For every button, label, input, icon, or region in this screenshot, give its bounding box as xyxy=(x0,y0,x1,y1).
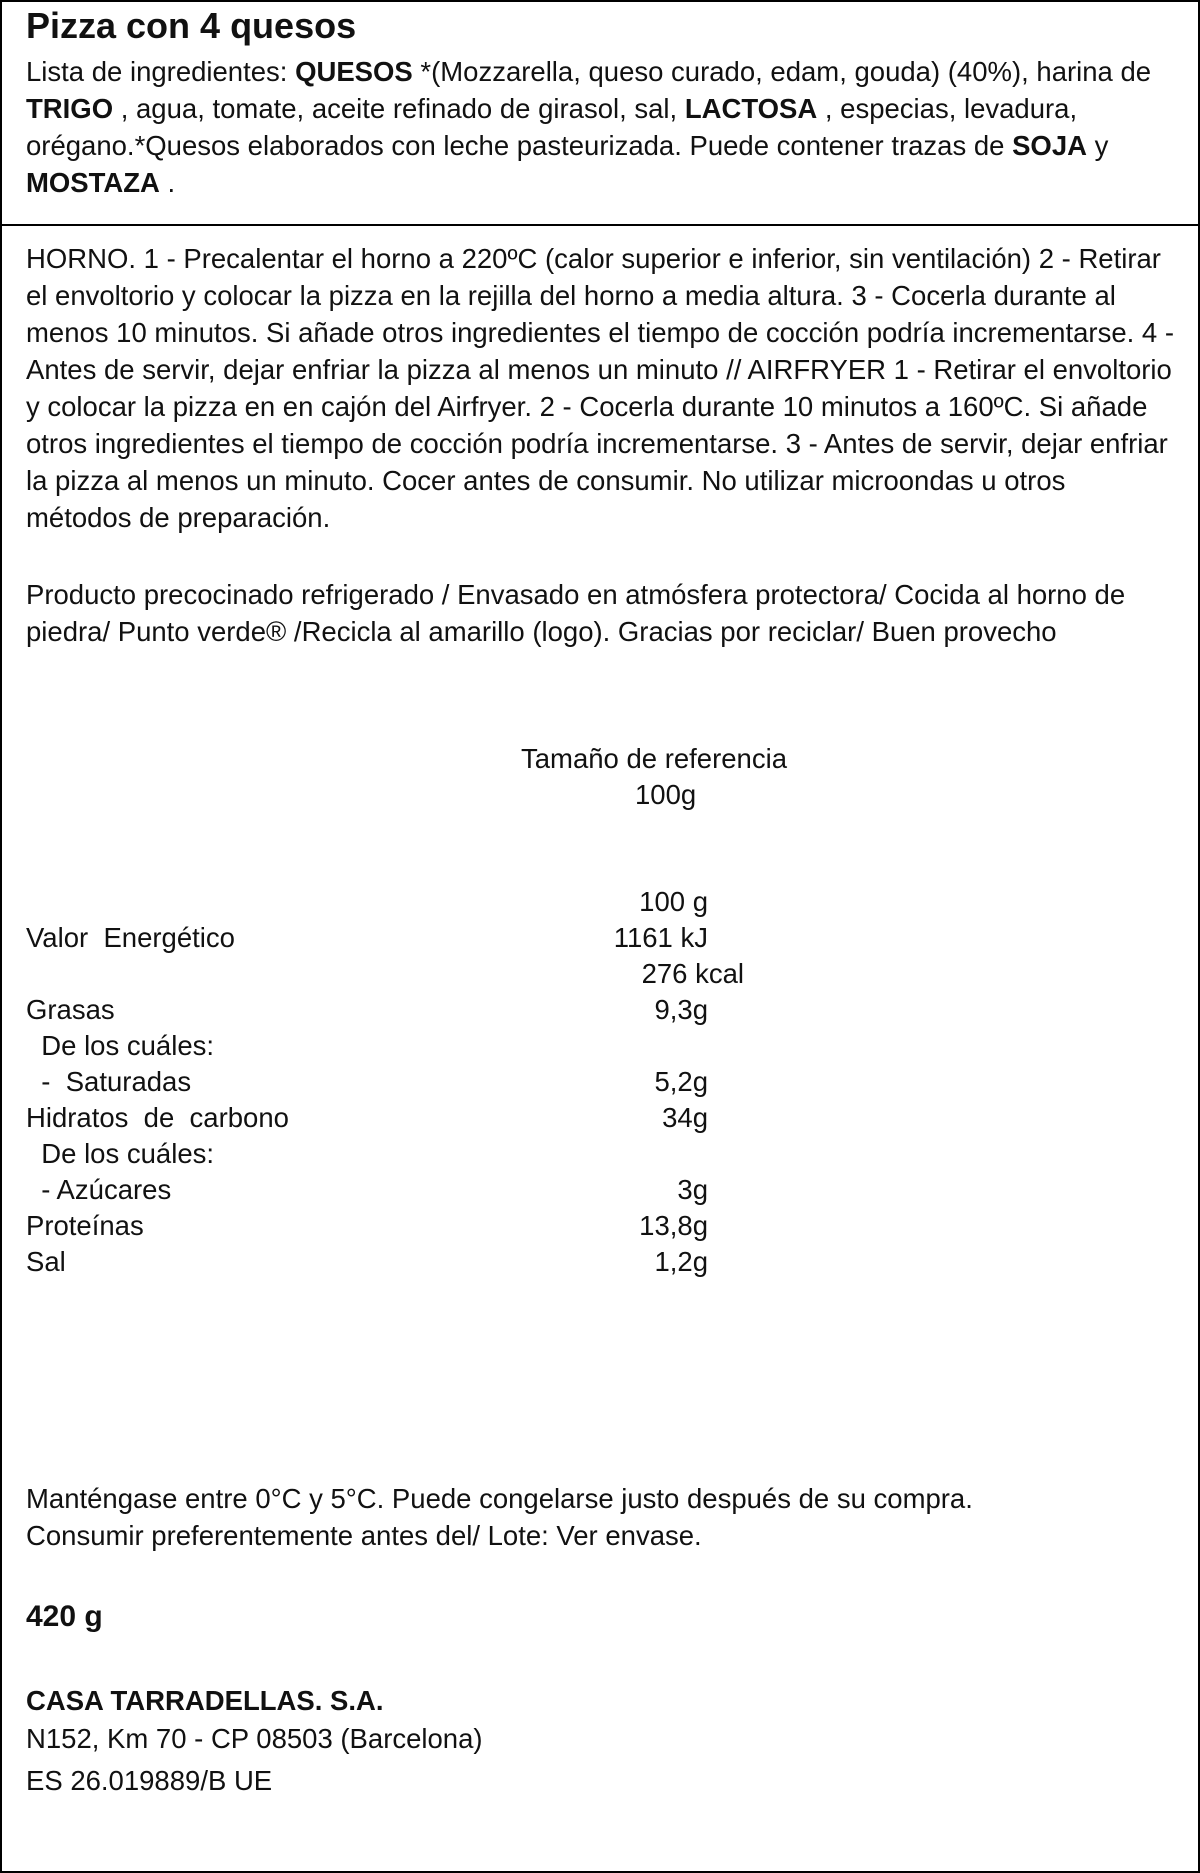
nutrition-label: De los cuáles: xyxy=(26,1138,215,1169)
nutrition-row xyxy=(2,1172,1198,1208)
health-registry-number: ES 26.019889/B UE xyxy=(26,1765,273,1796)
ingredients-list: Lista de ingredientes: QUESOS *(Mozzarella, queso curado, edam, gouda) (40%), harina de TRIGO , agua, tomate, aceite refinado de girasol, sal, LACTOSA , especias, levadura, orégano.*Quesos elaborados con leche pasteurizada. Puede contener trazas de SOJA y MOSTAZA . xyxy=(26,56,1152,198)
nutrition-column-header xyxy=(2,884,1198,920)
nutrition-row xyxy=(2,956,1198,992)
nutrition-label: Grasas xyxy=(26,994,115,1025)
nutrition-label: Hidratos de carbono xyxy=(26,1102,289,1133)
reference-size-value: 100g xyxy=(635,779,697,810)
nutrition-label: Valor Energético xyxy=(26,922,235,953)
product-title: Pizza con 4 quesos xyxy=(26,5,357,46)
nutrition-label: - Saturadas xyxy=(26,1066,192,1097)
company-name: CASA TARRADELLAS. S.A. xyxy=(26,1685,384,1716)
nutrition-row xyxy=(2,920,1198,956)
net-weight: 420 g xyxy=(26,1600,103,1633)
nutrition-value: 1161 kJ xyxy=(613,922,708,953)
nutrition-value: 1,2g xyxy=(654,1246,708,1277)
allergen-soja: SOJA xyxy=(1012,130,1087,161)
storage-instructions: Manténgase entre 0°C y 5°C. Puede congelarse justo después de su compra. xyxy=(26,1483,973,1514)
ingredients-prefix: Lista de ingredientes: xyxy=(26,56,296,87)
reference-size-heading: Tamaño de referencia xyxy=(521,743,787,774)
nutrition-header-value: 100 g xyxy=(639,886,708,917)
nutrition-value: 3g xyxy=(677,1174,708,1205)
nutrition-label: De los cuáles: xyxy=(26,1030,215,1061)
nutrition-row xyxy=(2,1100,1198,1136)
nutrition-value: 13,8g xyxy=(639,1210,708,1241)
section-divider xyxy=(2,224,1198,226)
best-before-note: Consumir preferentemente antes del/ Lote: Ver envase. xyxy=(26,1520,702,1551)
nutrition-label: Proteínas xyxy=(26,1210,144,1241)
nutrition-value: 34g xyxy=(662,1102,708,1133)
nutrition-row xyxy=(2,1064,1198,1100)
allergen-quesos: QUESOS xyxy=(295,56,413,87)
nutrition-row xyxy=(2,1136,1198,1172)
allergen-trigo: TRIGO xyxy=(26,93,114,124)
nutrition-row xyxy=(2,992,1198,1028)
product-info: Producto precocinado refrigerado / Envasado en atmósfera protectora/ Cocida al horno de piedra/ Punto verde® /Recicla al amarillo (logo). Gracias por reciclar/ Buen provecho xyxy=(26,579,1126,647)
nutrition-row xyxy=(2,1244,1198,1280)
nutrition-label: Sal xyxy=(26,1246,66,1277)
company-address: N152, Km 70 - CP 08503 (Barcelona) xyxy=(26,1723,483,1754)
preparation-instructions: HORNO. 1 - Precalentar el horno a 220ºC (calor superior e inferior, sin ventilación) 2 - Retirar el envoltorio y colocar la pizza en la rejilla del horno a media altura. 3 - Cocerla durante al menos 10 minutos. Si añade otros ingredientes el tiempo de cocción podría incrementarse. 4 - Antes de servir, dejar enfriar la pizza al menos un minuto // AIRFRYER 1 - Retirar el envoltorio y colocar la pizza en en cajón del Airfryer. 2 - Cocerla durante 10 minutos a 160ºC. Si añade otros ingredientes el tiempo de cocción podría incrementarse. 3 - Antes de servir, dejar enfriar la pizza al menos un minuto. Cocer antes de consumir. No utilizar microondas u otros métodos de preparación. xyxy=(26,243,1174,533)
nutrition-row xyxy=(2,1208,1198,1244)
allergen-lactosa: LACTOSA xyxy=(684,93,818,124)
nutrition-value: 276 kcal xyxy=(641,958,744,989)
allergen-mostaza: MOSTAZA xyxy=(26,167,160,198)
nutrition-value: 5,2g xyxy=(654,1066,708,1097)
nutrition-label: - Azúcares xyxy=(26,1174,172,1205)
nutrition-value: 9,3g xyxy=(654,994,708,1025)
nutrition-row xyxy=(2,1028,1198,1064)
